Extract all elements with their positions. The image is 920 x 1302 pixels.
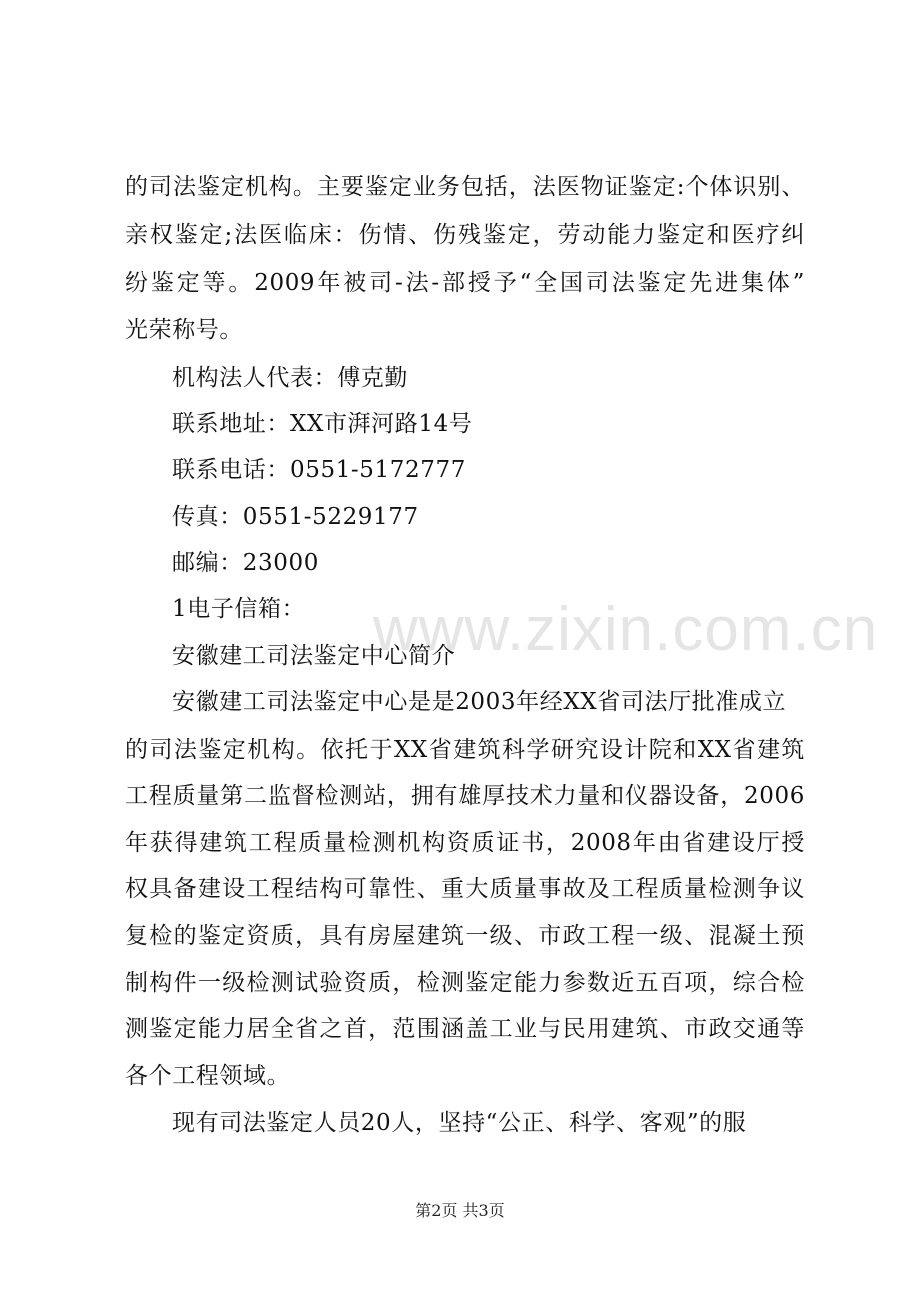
contact-address: 联系地址：XX市湃河路14号 <box>172 411 473 437</box>
email: 1电子信箱： <box>172 596 306 622</box>
section-title: 安徽建工司法鉴定中心简介 <box>172 643 456 669</box>
contact-phone: 联系电话：0551-5172777 <box>172 457 466 483</box>
text-line-15: 年获得建筑工程质量检测机构资质证书，2008年由省建设厅授 <box>125 830 805 856</box>
text-line-17: 复检的鉴定资质，具有房屋建筑一级、市政工程一级、混凝土预 <box>125 923 805 949</box>
text-line-12: 安徽建工司法鉴定中心是是2003年经XX省司法厅批准成立 <box>172 689 787 715</box>
text-line-13: 的司法鉴定机构。依托于XX省建筑科学研究设计院和XX省建筑 <box>125 737 805 763</box>
text-line-3: 纷鉴定等。2009年被司-法-部授予“全国司法鉴定先进集体” <box>125 270 805 296</box>
watermark: www.zixin.com.cn <box>373 595 879 664</box>
text-line-14: 工程质量第二监督检测站，拥有雄厚技术力量和仪器设备，2006 <box>125 783 805 809</box>
page-footer: 第2页 共3页 <box>415 1201 505 1220</box>
text-line-2: 亲权鉴定;法医临床：伤情、伤残鉴定，劳动能力鉴定和医疗纠 <box>125 222 805 248</box>
fax: 传真：0551-5229177 <box>172 504 419 530</box>
text-line-20: 各个工程领域。 <box>125 1063 291 1089</box>
text-line-4: 光荣称号。 <box>125 317 243 343</box>
postal-code: 邮编：23000 <box>172 550 319 576</box>
text-line-16: 权具备建设工程结构可靠性、重大质量事故及工程质量检测争议 <box>125 876 805 902</box>
text-line-19: 测鉴定能力居全省之首，范围涵盖工业与民用建筑、市政交通等 <box>125 1016 805 1042</box>
text-line-1: 的司法鉴定机构。主要鉴定业务包括，法医物证鉴定:个体识别、 <box>125 174 805 200</box>
text-line-21: 现有司法鉴定人员20人，坚持“公正、科学、客观”的服 <box>172 1110 747 1136</box>
text-line-18: 制构件一级检测试验资质，检测鉴定能力参数近五百项，综合检 <box>125 970 805 996</box>
legal-representative: 机构法人代表：傅克勤 <box>172 365 408 391</box>
